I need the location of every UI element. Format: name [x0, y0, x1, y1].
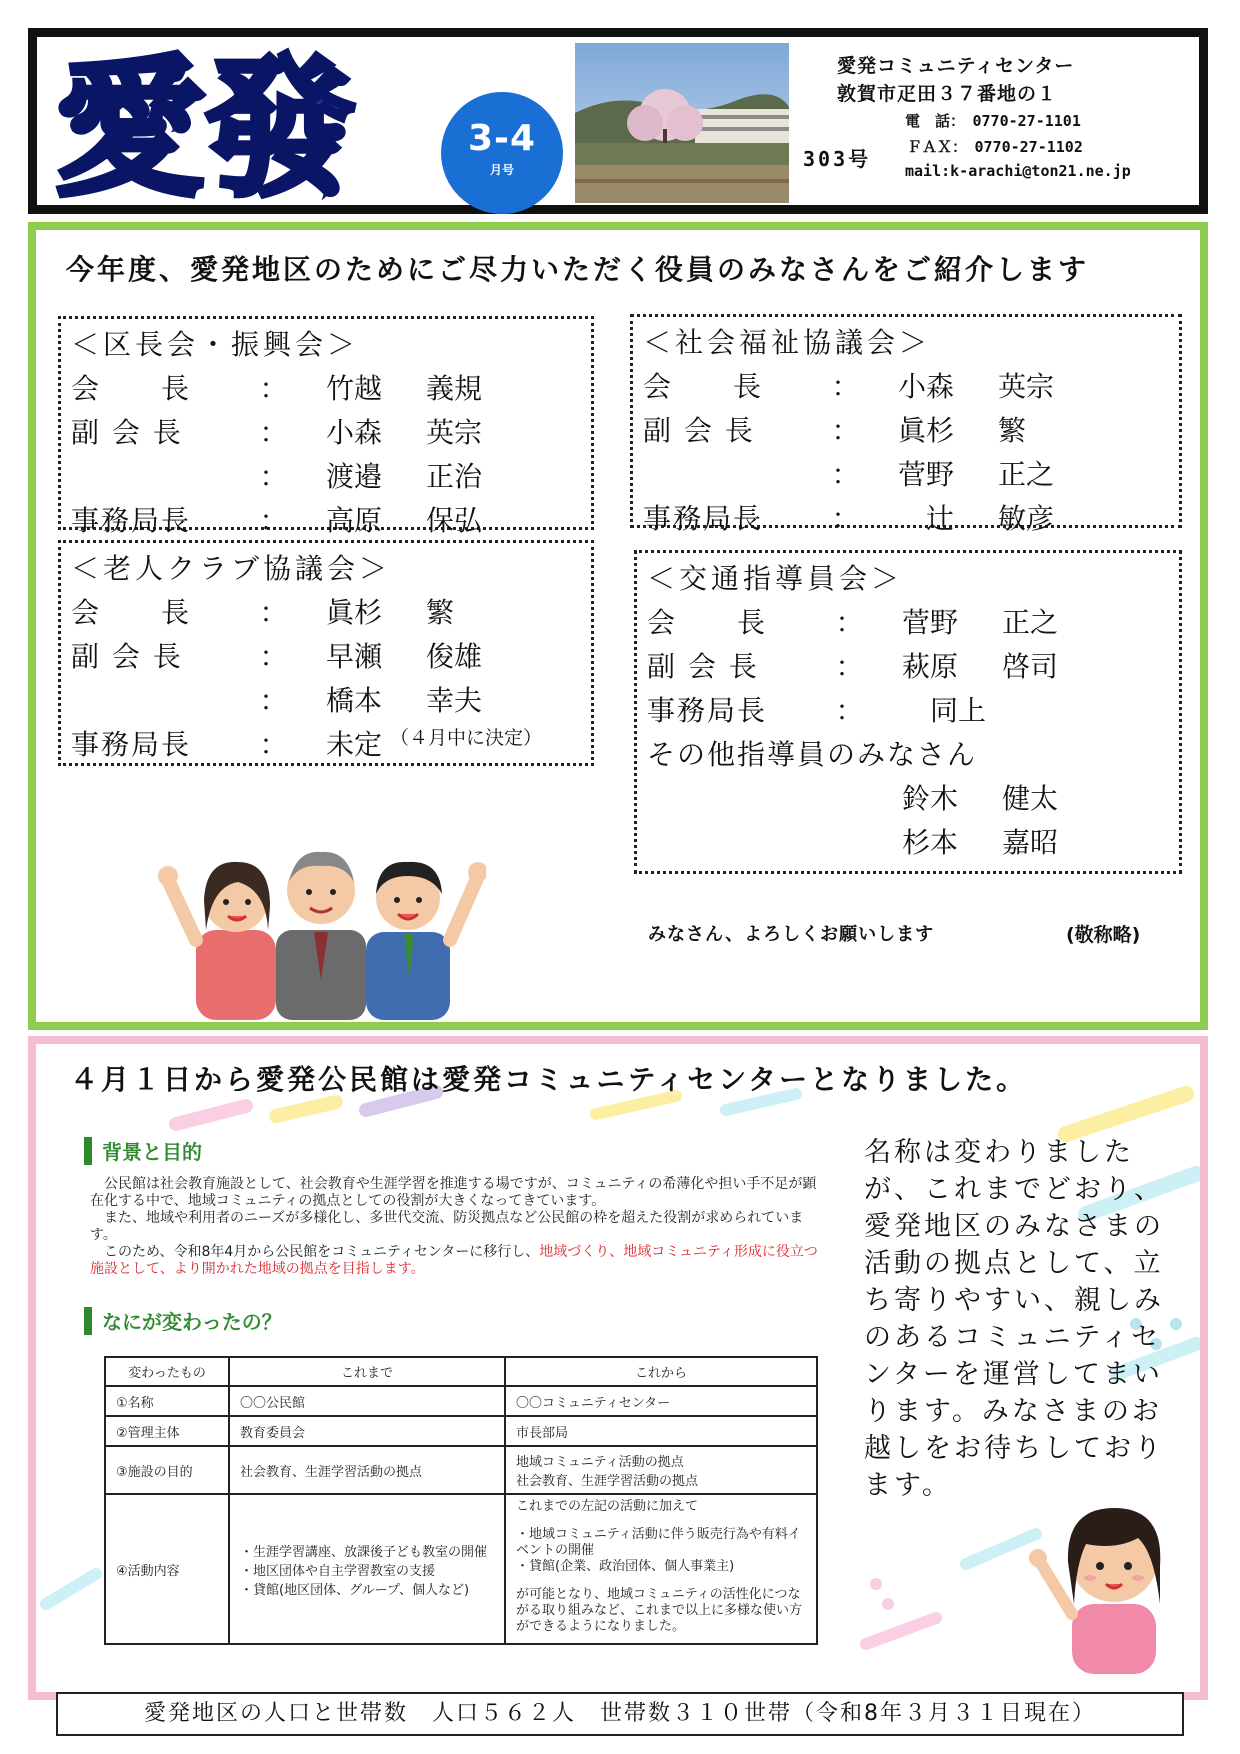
- given-name: 正治: [426, 460, 483, 493]
- role: 副 会 長: [643, 414, 755, 447]
- given-name: 英宗: [426, 416, 483, 449]
- colon: ：: [835, 694, 864, 727]
- table-cell: 教育委員会: [229, 1416, 505, 1446]
- heading-bar: [84, 1137, 92, 1165]
- family-name: 高原: [326, 504, 383, 537]
- role: 事務局長: [647, 694, 768, 727]
- issue-number: 303号: [803, 147, 872, 171]
- colon: ：: [831, 414, 860, 447]
- officer-row: [643, 451, 1169, 495]
- role: 副 会 長: [71, 416, 183, 449]
- officers-section: [28, 222, 1208, 1030]
- background-text: [90, 1176, 830, 1278]
- table-cell: [505, 1494, 817, 1644]
- role: 会 長: [647, 606, 768, 639]
- cell-line: 地域コミュニティ活動の拠点: [516, 1455, 684, 1470]
- table-row: [105, 1494, 817, 1644]
- group-title: ＜老人クラブ協議会＞: [71, 552, 392, 585]
- officers-title: 今年度、愛発地区のためにご尽力いただく役員のみなさんをご紹介します: [66, 253, 1090, 286]
- family-name: 鈴木: [902, 782, 959, 815]
- colon: ：: [831, 370, 860, 403]
- group-title: ＜区長会・振興会＞: [71, 328, 360, 361]
- colon: ：: [259, 596, 288, 629]
- table-row: [105, 1386, 817, 1416]
- given-name: 健太: [1002, 782, 1059, 815]
- changes-table: [104, 1356, 818, 1645]
- background-paragraph: また、地域や利用者のニーズが多様化し、多世代交流、防災拠点など公民館の枠を超えた役割が求められています。: [90, 1210, 804, 1243]
- family-name: 竹越: [326, 372, 383, 405]
- given-name: 義規: [426, 372, 483, 405]
- population-footer: 愛発地区の人口と世帯数 人口５６２人 世帯数３１０世帯（令和8年３月３１日現在）: [56, 1692, 1184, 1736]
- given-name: 啓司: [1002, 650, 1059, 683]
- role: 会 長: [71, 372, 192, 405]
- logo-text: 愛發: [55, 43, 356, 203]
- month-unit: 月号: [489, 163, 514, 177]
- cell-line: ・生涯学習講座、放課後子ども教室の開催: [240, 1544, 488, 1560]
- officer-row: [71, 409, 581, 453]
- given-name: 敏彦: [998, 502, 1055, 535]
- changes-heading-text: なにが変わったの？: [102, 1310, 282, 1334]
- cell-line: ・地域コミュニティ活動に伴う販売行為や有料イベントの開催: [516, 1527, 801, 1558]
- table-row: [105, 1446, 817, 1494]
- family-name: 早瀬: [326, 640, 383, 673]
- group-title: ＜社会福祉協議会＞: [643, 326, 932, 359]
- officer-row: [647, 599, 1169, 643]
- officer-group: [58, 540, 594, 766]
- month-number: 3-4: [467, 118, 537, 159]
- community-title: ４月１日から愛発公民館は愛発コミュニティセンターとなりました。: [70, 1063, 1028, 1096]
- org-address: 敦賀市疋田３７番地の１: [837, 83, 1058, 105]
- role: 会 長: [71, 596, 192, 629]
- officer-row: [71, 589, 581, 633]
- background-heading: [84, 1136, 202, 1165]
- table-cell: 〇〇コミュニティセンター: [505, 1386, 817, 1416]
- column-header: これまで: [229, 1357, 505, 1386]
- note: （４月中に決定）: [390, 727, 543, 749]
- given-name: 正之: [998, 458, 1055, 491]
- cell-line: これまでの左記の活動に加えて: [516, 1499, 699, 1514]
- waving-girl-illustration: [1026, 1474, 1196, 1674]
- cell-line: ・貸館(企業、政治団体、個人事業主): [516, 1559, 735, 1574]
- table-cell: 市長部局: [505, 1416, 817, 1446]
- officer-row: [71, 677, 581, 721]
- thanks-message: みなさん、よろしくお願いします: [648, 924, 935, 945]
- family-name: 萩原: [902, 650, 959, 683]
- fax-number: ＦＡＸ： 0770-27-1102: [907, 138, 1083, 156]
- officer-row: [647, 643, 1169, 687]
- email-address: mail:k-arachi@ton21.ne.jp: [905, 162, 1131, 180]
- given-name: 嘉昭: [1002, 826, 1059, 859]
- cheering-people-illustration: [156, 820, 486, 1020]
- colon: ：: [259, 460, 288, 493]
- heading-bar: [84, 1307, 92, 1335]
- table-cell: ④活動内容: [105, 1494, 229, 1644]
- background-paragraph: 公民館は社会教育施設として、社会教育や生涯学習を推進する場ですが、コミュニティの希薄化や担い手不足が顕在化する中で、地域コミュニティの拠点としての役割が大きくなってきています。: [90, 1176, 817, 1209]
- table-cell: [229, 1494, 505, 1644]
- changes-heading: [84, 1306, 282, 1335]
- officer-row: [71, 497, 581, 541]
- honorific-note: (敬称略): [1066, 924, 1141, 946]
- family-name: 橋本: [326, 684, 383, 717]
- given-name: 繁: [426, 596, 455, 629]
- cell-line: 社会教育、生涯学習活動の拠点: [516, 1474, 699, 1489]
- family-name: 眞杉: [898, 414, 955, 447]
- table-cell: ②管理主体: [105, 1416, 229, 1446]
- officer-group: [630, 314, 1182, 535]
- table-cell: ③施設の目的: [105, 1446, 229, 1494]
- family-name: 辻: [898, 502, 955, 535]
- officer-row: [71, 453, 581, 497]
- officer-row: [71, 721, 581, 765]
- given-name: 英宗: [998, 370, 1055, 403]
- officer-row: [643, 407, 1169, 451]
- background-heading-text: 背景と目的: [102, 1140, 202, 1164]
- colon: ：: [835, 650, 864, 683]
- newsletter-logo: [51, 43, 431, 203]
- officer-row: [647, 775, 1169, 819]
- others-label-row: [647, 731, 1169, 775]
- group-title: ＜交通指導員会＞: [647, 562, 904, 595]
- officer-row: [643, 363, 1169, 407]
- table-header-row: [105, 1357, 817, 1386]
- officer-group: [634, 550, 1182, 874]
- officer-row: [71, 365, 581, 409]
- officer-group: [58, 316, 594, 537]
- phone-number: 電 話： 0770-27-1101: [905, 112, 1081, 130]
- table-cell: [505, 1446, 817, 1494]
- background-paragraph-part: このため、令和8年4月から公民館をコミュニティセンターに移行し、: [90, 1244, 540, 1260]
- colon: ：: [259, 640, 288, 673]
- role: 事務局長: [643, 502, 764, 535]
- table-cell: 社会教育、生涯学習活動の拠点: [229, 1446, 505, 1494]
- family-name: 同上: [902, 694, 987, 727]
- colon: ：: [259, 416, 288, 449]
- role: 副 会 長: [647, 650, 759, 683]
- given-name: 繁: [998, 414, 1027, 447]
- others-label: その他指導員のみなさん: [647, 738, 978, 771]
- column-header: これから: [505, 1357, 817, 1386]
- officer-row: [71, 633, 581, 677]
- family-name: 小森: [898, 370, 955, 403]
- officer-row: [643, 495, 1169, 539]
- role: 会 長: [643, 370, 764, 403]
- officer-row: [647, 687, 1169, 731]
- family-name: 渡邉: [326, 460, 383, 493]
- background-paragraph: [90, 1244, 830, 1278]
- family-name: 杉本: [902, 826, 959, 859]
- colon: ：: [259, 728, 288, 761]
- transition-flyer: [56, 1124, 856, 1684]
- background-highlight: 地域づくり、地域コミュニティ形成に役立つ施設として、より開かれた地域の拠点を目指します。: [90, 1244, 818, 1277]
- given-name: 保弘: [426, 504, 483, 537]
- family-name: 菅野: [898, 458, 955, 491]
- community-center-section: [28, 1036, 1208, 1700]
- table-cell: 〇〇公民館: [229, 1386, 505, 1416]
- role: 事務局長: [71, 728, 192, 761]
- role: 事務局長: [71, 504, 192, 537]
- org-name: 愛発コミュニティセンター: [837, 55, 1075, 77]
- table-cell: ①名称: [105, 1386, 229, 1416]
- colon: ：: [835, 606, 864, 639]
- role: 副 会 長: [71, 640, 183, 673]
- family-name: 眞杉: [326, 596, 383, 629]
- colon: ：: [831, 502, 860, 535]
- family-name: 未定: [326, 728, 383, 761]
- cell-line: が可能となり、地域コミュニティの活性化につながる取り組みなど、これまで以上に多様な使い方ができるようになりました。: [516, 1587, 803, 1634]
- colon: ：: [259, 372, 288, 405]
- colon: ：: [831, 458, 860, 491]
- table-row: [105, 1416, 817, 1446]
- given-name: 俊雄: [426, 640, 483, 673]
- given-name: 幸夫: [426, 684, 483, 717]
- cell-line: ・貸館(地区団体、グループ、個人など): [240, 1582, 470, 1598]
- masthead: [28, 28, 1208, 214]
- colon: ：: [259, 684, 288, 717]
- officer-row: [647, 819, 1169, 863]
- column-header: 変わったもの: [105, 1357, 229, 1386]
- building-photo: [575, 43, 789, 203]
- cell-line: ・地区団体や自主学習教室の支援: [240, 1563, 436, 1579]
- family-name: 菅野: [902, 606, 959, 639]
- month-badge: [441, 92, 563, 214]
- given-name: 正之: [1002, 606, 1059, 639]
- colon: ：: [259, 504, 288, 537]
- side-message: 名称は変わりましたが、これまでどおり、愛発地区のみなさまの活動の拠点として、立ち寄りやすい、親しみのあるコミュニティセンターを運営してまいります。みなさまのお越しをお待ちしております。: [864, 1137, 1164, 1501]
- family-name: 小森: [326, 416, 383, 449]
